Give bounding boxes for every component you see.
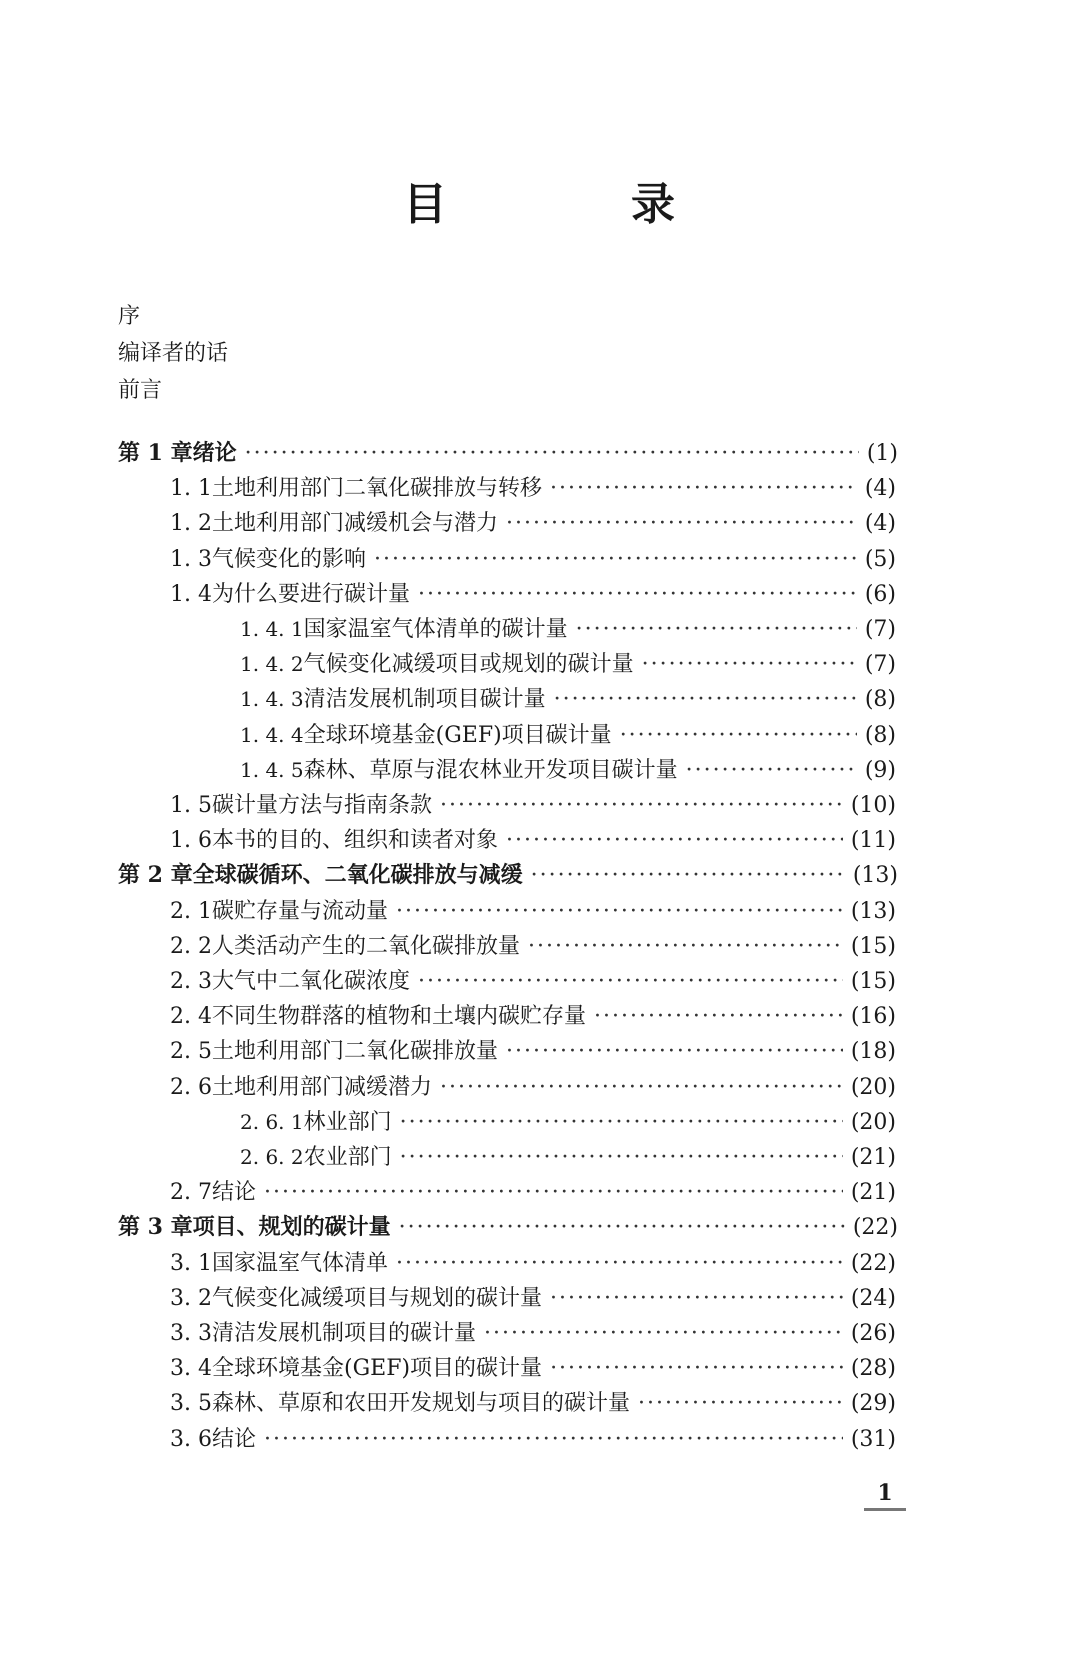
toc-entry-page: (6) <box>864 582 896 607</box>
toc-entry-number: 2. 5 <box>170 1039 212 1064</box>
toc-subsection-row <box>240 1105 896 1140</box>
toc-entry-page: (31) <box>850 1427 896 1452</box>
toc-entry-title: 本书的目的、组织和读者对象 <box>211 828 498 853</box>
toc-entry-title: 为什么要进行碳计量 <box>211 582 410 607</box>
toc-entry-number: 3. 6 <box>170 1427 212 1452</box>
toc-entry-title: 农业部门 <box>303 1145 392 1170</box>
toc-entry-number: 1. 4. 5 <box>240 758 304 782</box>
toc-entry-number: 3. 1 <box>170 1251 212 1276</box>
toc-leader-dots <box>399 1210 845 1245</box>
front-matter-item: 编译者的话 <box>118 341 229 366</box>
toc-entry-number: 第 2 章 <box>118 862 193 888</box>
toc-entry-number: 2. 1 <box>170 899 212 924</box>
toc-entry-number: 3. 2 <box>170 1286 212 1311</box>
toc-entry-number: 3. 4 <box>170 1356 212 1381</box>
toc-chapter-row <box>118 858 898 893</box>
toc-subsection-row <box>240 753 896 788</box>
toc-entry-title: 森林、草原和农田开发规划与项目的碳计量 <box>211 1391 630 1416</box>
toc-leader-dots <box>576 612 857 647</box>
toc-section-row <box>170 1034 896 1069</box>
toc-entry-page: (15) <box>850 969 896 994</box>
toc-entry-title: 土地利用部门二氧化碳排放量 <box>211 1039 498 1064</box>
page-title: 目 录 <box>403 179 745 230</box>
toc-chapter-row <box>118 436 898 471</box>
toc-entry-page: (29) <box>850 1391 896 1416</box>
toc-section-row <box>170 506 896 541</box>
toc-entry-page: (13) <box>852 863 898 888</box>
page-number-rule <box>864 1508 906 1511</box>
page-number: 1 <box>877 1480 893 1506</box>
toc-entry-title: 绪论 <box>192 440 237 466</box>
toc-section-row <box>170 1246 896 1281</box>
toc-entry-title: 大气中二氧化碳浓度 <box>211 969 410 994</box>
toc-entry-page: (16) <box>850 1004 896 1029</box>
toc-entry-title: 碳计量方法与指南条款 <box>211 793 432 818</box>
toc-leader-dots <box>396 894 843 929</box>
toc-entry-page: (8) <box>864 687 896 712</box>
toc-entry-title: 结论 <box>211 1427 256 1452</box>
toc-section-row <box>170 1422 896 1457</box>
toc-entry-number: 第 1 章 <box>118 440 193 466</box>
toc-entry-title: 国家温室气体清单的碳计量 <box>303 617 568 642</box>
toc-entry-page: (4) <box>864 511 896 536</box>
toc-entry-page: (15) <box>850 934 896 959</box>
front-matter-list <box>118 298 228 409</box>
toc-entry-number: 2. 6. 1 <box>240 1110 304 1134</box>
toc-entry-number: 第 3 章 <box>118 1214 193 1240</box>
toc-entry-title: 项目、规划的碳计量 <box>192 1214 391 1240</box>
toc-entry-number: 1. 4. 2 <box>240 652 304 676</box>
toc-leader-dots <box>374 542 857 577</box>
toc-section-row <box>170 999 896 1034</box>
toc-entry-number: 3. 5 <box>170 1391 212 1416</box>
toc-entry-title: 结论 <box>211 1180 256 1205</box>
toc-leader-dots <box>245 436 859 471</box>
toc-leader-dots <box>550 1281 843 1316</box>
toc-leader-dots <box>528 929 843 964</box>
toc-entry-title: 土地利用部门减缓潜力 <box>211 1075 432 1100</box>
toc-entry-title: 气候变化减缓项目与规划的碳计量 <box>211 1286 542 1311</box>
toc-leader-dots <box>418 577 857 612</box>
toc-entry-page: (8) <box>864 723 896 748</box>
toc-entry-number: 1. 3 <box>170 547 212 572</box>
toc-entry-title: 清洁发展机制项目的碳计量 <box>211 1321 476 1346</box>
toc-leader-dots <box>550 471 857 506</box>
toc-leader-dots <box>686 753 857 788</box>
toc-subsection-row <box>240 718 896 753</box>
toc-entry-page: (24) <box>850 1286 896 1311</box>
toc-entry-page: (9) <box>864 758 896 783</box>
toc-entry-page: (22) <box>850 1251 896 1276</box>
toc-subsection-row <box>240 647 896 682</box>
toc-leader-dots <box>264 1422 843 1457</box>
front-matter-item: 序 <box>118 304 141 329</box>
toc-leader-dots <box>506 1034 843 1069</box>
toc-entry-number: 1. 4 <box>170 582 212 607</box>
toc-section-row <box>170 1316 896 1351</box>
toc-entry-title: 气候变化的影响 <box>211 547 366 572</box>
toc-subsection-row <box>240 1140 896 1175</box>
toc-section-row <box>170 1386 896 1421</box>
toc-section-row <box>170 1281 896 1316</box>
toc-entry-title: 全球环境基金(GEF)项目的碳计量 <box>211 1356 543 1381</box>
toc-entry-page: (18) <box>850 1039 896 1064</box>
toc-entry-number: 2. 6 <box>170 1075 212 1100</box>
toc-entry-title: 碳贮存量与流动量 <box>211 899 388 924</box>
toc-entry-number: 1. 4. 4 <box>240 723 304 747</box>
toc-entry-title: 土地利用部门减缓机会与潜力 <box>211 511 498 536</box>
toc-entry-number: 3. 3 <box>170 1321 212 1346</box>
toc-section-row <box>170 577 896 612</box>
toc-section-row <box>170 788 896 823</box>
toc-chapter-row <box>118 1210 898 1245</box>
toc-entry-number: 1. 5 <box>170 793 212 818</box>
toc-entry-title: 森林、草原与混农林业开发项目碳计量 <box>303 758 678 783</box>
toc-entry-number: 2. 7 <box>170 1180 212 1205</box>
toc-leader-dots <box>506 506 857 541</box>
toc-entry-page: (13) <box>850 899 896 924</box>
toc-leader-dots <box>638 1386 843 1421</box>
toc-entry-number: 2. 4 <box>170 1004 212 1029</box>
toc-entry-title: 人类活动产生的二氧化碳排放量 <box>211 934 520 959</box>
toc-section-row <box>170 542 896 577</box>
toc-leader-dots <box>642 647 857 682</box>
toc-entry-title: 林业部门 <box>303 1110 392 1135</box>
toc-entry-page: (26) <box>850 1321 896 1346</box>
toc-entry-number: 2. 6. 2 <box>240 1145 304 1169</box>
toc-section-row <box>170 1351 896 1386</box>
toc-leader-dots <box>554 682 857 717</box>
toc-entry-title: 不同生物群落的植物和土壤内碳贮存量 <box>211 1004 586 1029</box>
toc-section-row <box>170 471 896 506</box>
front-matter-item: 前言 <box>118 378 163 403</box>
toc-entry-number: 1. 2 <box>170 511 212 536</box>
toc-entry-title: 清洁发展机制项目碳计量 <box>303 687 546 712</box>
toc-leader-dots <box>418 964 843 999</box>
toc-entry-title: 全球碳循环、二氧化碳排放与减缓 <box>192 862 523 888</box>
toc-entry-number: 2. 3 <box>170 969 212 994</box>
toc-entry-title: 全球环境基金(GEF)项目碳计量 <box>303 723 612 748</box>
toc-entry-title: 国家温室气体清单 <box>211 1251 388 1276</box>
toc-section-row <box>170 929 896 964</box>
toc-entry-page: (21) <box>850 1180 896 1205</box>
toc-entry-page: (20) <box>850 1110 896 1135</box>
toc-section-row <box>170 964 896 999</box>
toc-entry-page: (20) <box>850 1075 896 1100</box>
toc-leader-dots <box>440 1070 843 1105</box>
toc-entry-page: (5) <box>864 547 896 572</box>
toc-leader-dots <box>440 788 843 823</box>
toc-leader-dots <box>594 999 843 1034</box>
toc-entry-number: 1. 4. 3 <box>240 687 304 711</box>
toc-entry-page: (28) <box>850 1356 896 1381</box>
toc-entry-page: (10) <box>850 793 896 818</box>
toc-section-row <box>170 823 896 858</box>
toc-entry-page: (7) <box>864 652 896 677</box>
toc-entry-page: (22) <box>852 1215 898 1240</box>
toc-leader-dots <box>484 1316 843 1351</box>
toc-section-row <box>170 894 896 929</box>
toc-leader-dots <box>400 1105 843 1140</box>
toc-leader-dots <box>620 718 857 753</box>
toc-entry-number: 1. 6 <box>170 828 212 853</box>
toc-leader-dots <box>531 858 845 893</box>
toc-subsection-row <box>240 682 896 717</box>
toc-leader-dots <box>264 1175 843 1210</box>
toc-entry-number: 1. 4. 1 <box>240 617 304 641</box>
toc-entry-title: 土地利用部门二氧化碳排放与转移 <box>211 476 542 501</box>
toc-leader-dots <box>550 1351 843 1386</box>
toc-entry-page: (7) <box>864 617 896 642</box>
toc-section-row <box>170 1175 896 1210</box>
toc-section-row <box>170 1070 896 1105</box>
toc-entry-number: 2. 2 <box>170 934 212 959</box>
toc-entry-page: (11) <box>850 828 896 853</box>
toc-entry-page: (21) <box>850 1145 896 1170</box>
toc-leader-dots <box>506 823 843 858</box>
toc-entry-page: (1) <box>866 441 898 466</box>
toc-subsection-row <box>240 612 896 647</box>
toc-entry-number: 1. 1 <box>170 476 212 501</box>
toc-entry-title: 气候变化减缓项目或规划的碳计量 <box>303 652 634 677</box>
toc-entry-page: (4) <box>864 476 896 501</box>
toc-leader-dots <box>396 1246 843 1281</box>
toc-leader-dots <box>400 1140 843 1175</box>
